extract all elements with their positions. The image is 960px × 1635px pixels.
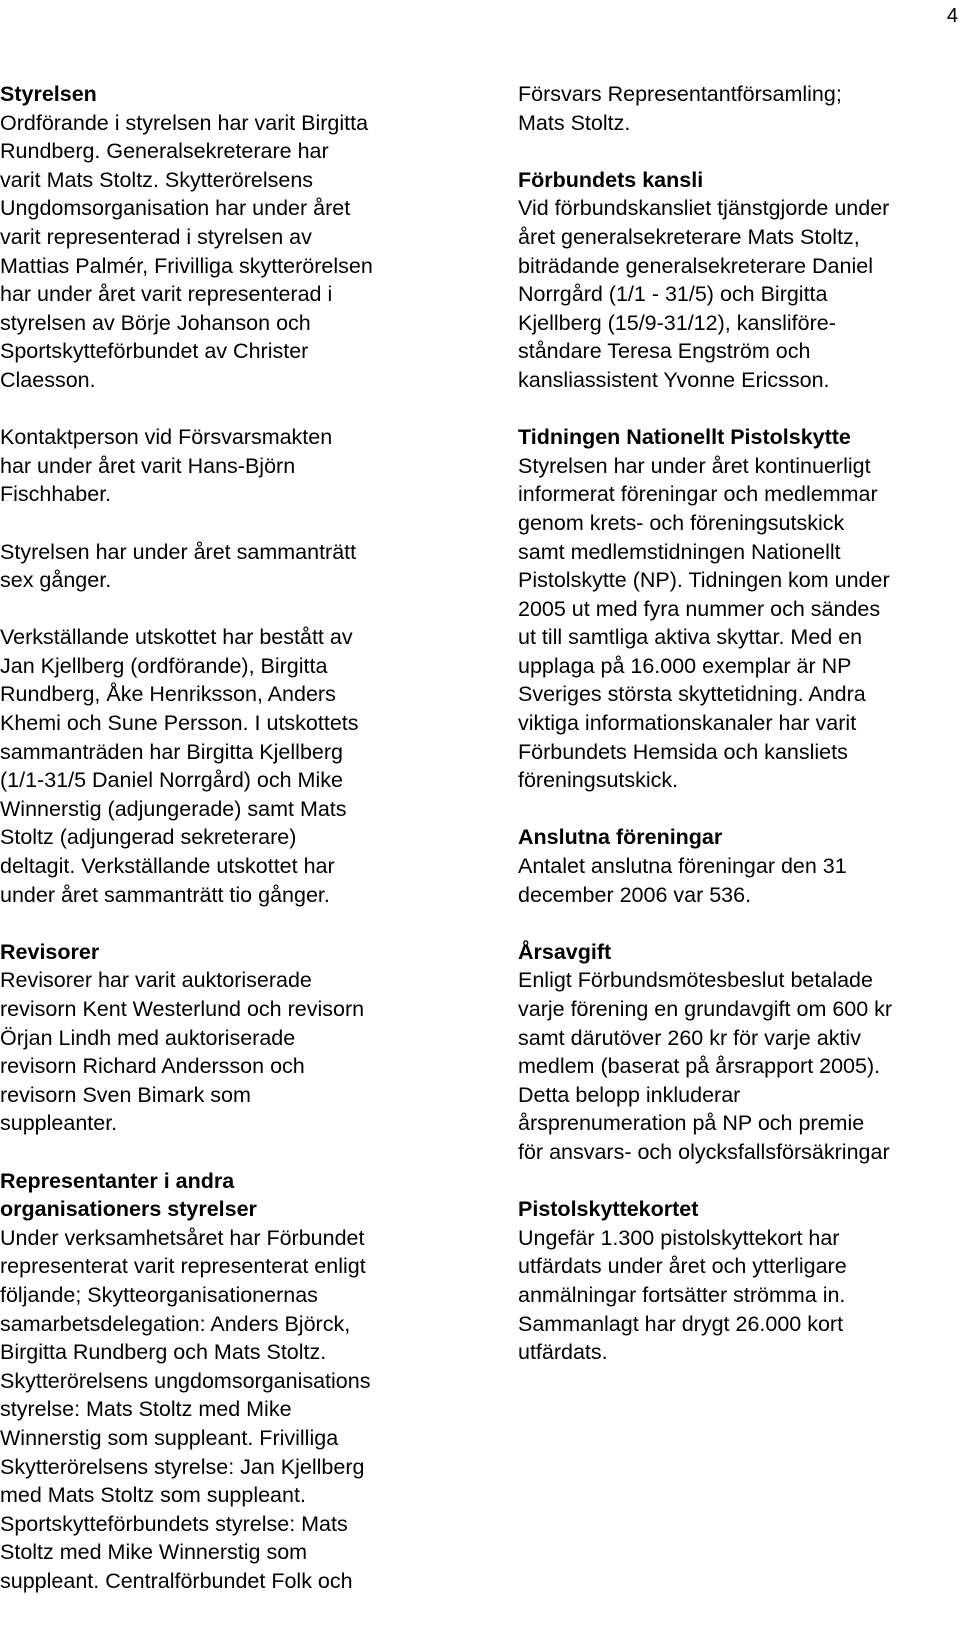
paragraph-line: Winnerstig som suppleant. Frivilliga — [0, 1425, 339, 1450]
paragraph-line: Kontaktperson vid Försvarsmakten — [0, 425, 333, 450]
paragraph-line: ut till samtliga aktiva skyttar. Med en — [518, 625, 863, 650]
left-column — [0, 80, 470, 1624]
paragraph-line: revisorn Sven Bimark som — [0, 1082, 251, 1107]
right-column — [518, 80, 960, 1395]
paragraph-line: samarbetsdelegation: Anders Björck, — [0, 1311, 351, 1336]
paragraph-line: suppleanter. — [0, 1111, 118, 1136]
section — [518, 80, 960, 137]
paragraph-line: Sammanlagt har drygt 26.000 kort — [518, 1311, 844, 1336]
paragraph-line: Ungdomsorganisation har under året — [0, 196, 351, 221]
paragraph-line: Stoltz (adjungerad sekreterare) — [0, 825, 297, 850]
paragraph-line: sex gånger. — [0, 568, 112, 593]
section-heading: Styrelsen — [0, 82, 97, 106]
paragraph-line: Revisorer har varit auktoriserade — [0, 968, 312, 993]
paragraph-line: Rundberg. Generalsekreterare har — [0, 139, 329, 164]
paragraph-line: revisorn Kent Westerlund och revisorn — [0, 997, 365, 1021]
paragraph-line: ståndare Teresa Engström och — [518, 339, 811, 364]
paragraph-line: året generalsekreterare Mats Stoltz, — [518, 224, 860, 249]
section-heading: Tidningen Nationellt Pistolskytte — [518, 425, 851, 450]
paragraph-line: Skytterörelsens styrelse: Jan Kjellberg — [0, 1454, 365, 1479]
paragraph-line: Vid förbundskansliet tjänstgjorde under — [518, 196, 890, 221]
section — [518, 166, 960, 395]
paragraph-line: (1/1-31/5 Daniel Norrgård) och Mike — [0, 768, 343, 793]
paragraph-line: varje förening en grundavgift om 600 kr — [518, 997, 893, 1021]
paragraph-line: varit representerad i styrelsen av — [0, 224, 312, 249]
paragraph-line: Mats Stoltz. — [518, 110, 631, 135]
paragraph-line: utfärdats. — [518, 1340, 608, 1365]
paragraph-line: föreningsutskick. — [518, 768, 679, 793]
paragraph-line: har under året varit representerad i — [0, 282, 333, 307]
paragraph-line: Norrgård (1/1 - 31/5) och Birgitta — [518, 282, 828, 307]
paragraph-line: Winnerstig (adjungerade) samt Mats — [0, 796, 347, 821]
section-heading: Årsavgift — [518, 939, 612, 964]
paragraph-line: Mattias Palmér, Frivilliga skytterörelsen — [0, 253, 373, 278]
paragraph-line: Pistolskytte (NP). Tidningen kom under — [518, 568, 890, 593]
section-heading: Förbundets kansli — [518, 167, 704, 192]
paragraph-line: 2005 ut med fyra nummer och sändes — [518, 596, 881, 621]
paragraph-line: varit Mats Stoltz. Skytterörelsens — [0, 167, 314, 192]
paragraph-line: Detta belopp inkluderar — [518, 1082, 741, 1107]
paragraph-line: representerat varit representerat enligt — [0, 1254, 366, 1279]
paragraph-line: har under året varit Hans-Björn — [0, 453, 296, 478]
paragraph-line: suppleant. Centralförbundet Folk och — [0, 1568, 353, 1593]
paragraph-line: samt medlemstidningen Nationellt — [518, 539, 841, 564]
paragraph-line: Styrelsen har under året kontinuerligt — [518, 453, 871, 478]
section — [0, 80, 470, 395]
paragraph-line: Örjan Lindh med auktoriserade — [0, 1025, 296, 1050]
paragraph-line: Kjellberg (15/9-31/12), kansliföre- — [518, 310, 836, 335]
paragraph-line: med Mats Stoltz som suppleant. — [0, 1483, 306, 1508]
paragraph-line: Stoltz med Mike Winnerstig som — [0, 1540, 308, 1565]
paragraph-line: deltagit. Verkställande utskottet har — [0, 854, 335, 879]
paragraph-line: Försvars Representantförsamling; — [518, 82, 842, 106]
paragraph-line: Sportskytteförbundets styrelse: Mats — [0, 1511, 348, 1536]
paragraph-line: Jan Kjellberg (ordförande), Birgitta — [0, 653, 328, 678]
paragraph-line: informerat föreningar och medlemmar — [518, 482, 878, 507]
paragraph-line: medlem (baserat på årsrapport 2005). — [518, 1054, 881, 1079]
section — [518, 823, 960, 909]
paragraph-line: för ansvars- och olycksfallsförsäkringar — [518, 1139, 890, 1164]
paragraph-line: sammanträden har Birgitta Kjellberg — [0, 739, 343, 764]
paragraph-line: Fischhaber. — [0, 482, 112, 507]
paragraph-line: styrelsen av Börje Johanson och — [0, 310, 311, 335]
paragraph-line: upplaga på 16.000 exemplar är NP — [518, 653, 852, 678]
paragraph-line: biträdande generalsekreterare Daniel — [518, 253, 873, 278]
section-heading: Revisorer — [0, 939, 100, 964]
paragraph-line: Sveriges största skyttetidning. Andra — [518, 682, 866, 707]
paragraph-line: Birgitta Rundberg och Mats Stoltz. — [0, 1340, 327, 1365]
section — [0, 623, 470, 909]
paragraph-line: Styrelsen har under året sammanträtt — [0, 539, 357, 564]
paragraph-line: anmälningar fortsätter strömma in. — [518, 1282, 846, 1307]
page-number: 4 — [946, 5, 958, 27]
paragraph-line: viktiga informationskanaler har varit — [518, 711, 857, 736]
paragraph-line: Rundberg, Åke Henriksson, Anders — [0, 682, 336, 707]
paragraph-line: Skytterörelsens ungdomsorganisations — [0, 1368, 371, 1393]
paragraph-line: Khemi och Sune Persson. I utskottets — [0, 711, 359, 736]
section-heading: Pistolskyttekortet — [518, 1197, 699, 1222]
paragraph-line: genom krets- och föreningsutskick — [518, 510, 845, 535]
paragraph-line: Ungefär 1.300 pistolskyttekort har — [518, 1225, 840, 1250]
section — [518, 423, 960, 795]
paragraph-line: Sportskytteförbundet av Christer — [0, 339, 309, 364]
section — [0, 538, 470, 595]
paragraph-line: årsprenumeration på NP och premie — [518, 1111, 865, 1136]
paragraph-line: Antalet anslutna föreningar den 31 — [518, 854, 847, 879]
section — [0, 938, 470, 1138]
section — [518, 1195, 960, 1367]
section-heading: organisationers styrelser — [0, 1197, 257, 1222]
paragraph-line: utfärdats under året och ytterligare — [518, 1254, 847, 1279]
paragraph-line: Claesson. — [0, 367, 96, 392]
paragraph-line: samt därutöver 260 kr för varje aktiv — [518, 1025, 861, 1050]
section-heading: Anslutna föreningar — [518, 825, 723, 850]
paragraph-line: Ordförande i styrelsen har varit Birgitta — [0, 110, 369, 135]
paragraph-line: kansliassistent Yvonne Ericsson. — [518, 367, 830, 392]
paragraph-line: revisorn Richard Andersson och — [0, 1054, 305, 1079]
paragraph-line: följande; Skytteorganisationernas — [0, 1282, 318, 1307]
paragraph-line: Under verksamhetsåret har Förbundet — [0, 1225, 365, 1250]
paragraph-line: Enligt Förbundsmötesbeslut betalade — [518, 968, 873, 993]
paragraph-line: december 2006 var 536. — [518, 882, 752, 907]
paragraph-line: Förbundets Hemsida och kansliets — [518, 739, 848, 764]
section — [0, 1167, 470, 1596]
paragraph-line: styrelse: Mats Stoltz med Mike — [0, 1397, 292, 1422]
section — [0, 423, 470, 509]
paragraph-line: Verkställande utskottet har bestått av — [0, 625, 353, 650]
section — [518, 938, 960, 1167]
paragraph-line: under året sammanträtt tio gånger. — [0, 882, 330, 907]
section-heading: Representanter i andra — [0, 1168, 235, 1193]
